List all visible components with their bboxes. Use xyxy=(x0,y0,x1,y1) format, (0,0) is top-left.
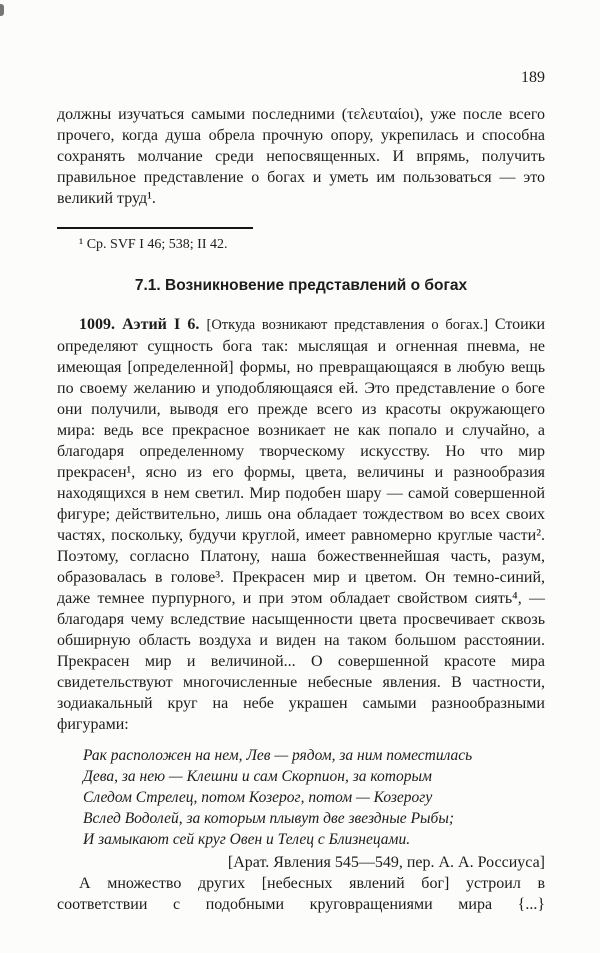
entry-text: Стоики определяют сущность бога так: мыслящая и огненная пневма, не имеющая [определенной] формы, но превращающаяся в любую вещь по своему желанию и уподобляющаяся ей. Это представление о боге они получили, выводя его прежде всего из красоты окружающего мира: ведь все прекрасное возникает не как попало и случайно, а благодаря определенному творческому искусству. Но что мир прекрасен¹, ясно из его формы, цвета, величины и разнообразия находящихся в нем светил. Мир подобен шару — самой совершенной фигуре; действительно, лишь она обладает тождеством во всех своих частях, поскольку, будучи круглой, имеет равномерно круглые части². Поэтому, согласно Платону, наша божественнейшая часть, разум, образовалась в голове³. Прекрасен мир и цветом. Он темно-синий, даже темнее пурпурного, и при этом обладает свойством сиять⁴, — благодаря чему вследствие насыщенности цвета просвечивает сквозь обширную область воздуха и виден на таком большом расстоянии. Прекрасен мир и величиной... О совершенной красоте мира свидетельствуют многочисленные небесные явления. В частности, зодиакальный круг на небе украшен самыми разнообразными фигурами: xyxy=(57,316,545,733)
scan-artifact xyxy=(0,4,4,16)
section-heading: 7.1. Возникновение представлений о богах xyxy=(134,277,468,294)
main-paragraph xyxy=(57,314,545,735)
verse-line: И замыкают сей круг Овен и Телец с Близнецами. xyxy=(83,831,411,848)
verse-line: Вслед Водолей, за которым плывут две звездные Рыбы; xyxy=(83,810,454,827)
verse-line: Дева, за нею — Клешни и сам Скорпион, за которым xyxy=(83,768,432,785)
verse-block xyxy=(83,745,545,850)
verse-attribution: [Арат. Явления 545—549, пер. А. А. Россиуса] xyxy=(227,854,545,871)
entry-lead: 1009. Аэтий I 6. xyxy=(79,316,200,333)
closing-paragraph: А множество других [небесных явлений бог] устроил в соответствии с подобными круговращениями мира {...} xyxy=(57,875,545,913)
footnote-divider xyxy=(57,227,253,229)
verse-line: Рак расположен на нем, Лев — рядом, за ним поместилась xyxy=(83,747,473,764)
verse-line: Следом Стрелец, потом Козерог, потом — Козерогу xyxy=(83,789,433,806)
continued-paragraph: должны изучаться самыми последними (τελευταίοι), уже после всего прочего, когда душа обрела прочную опору, укрепилась и способна сохранять молчание среди непосвященных. И впрямь, получить правильное представление о богах и уметь им пользоваться — это великий труд¹. xyxy=(57,106,545,207)
page-number: 189 xyxy=(521,69,545,86)
editorial-note: [Откуда возникают представления о богах.] xyxy=(206,317,495,333)
footnote: ¹ Ср. SVF I 46; 538; II 42. xyxy=(79,237,228,252)
